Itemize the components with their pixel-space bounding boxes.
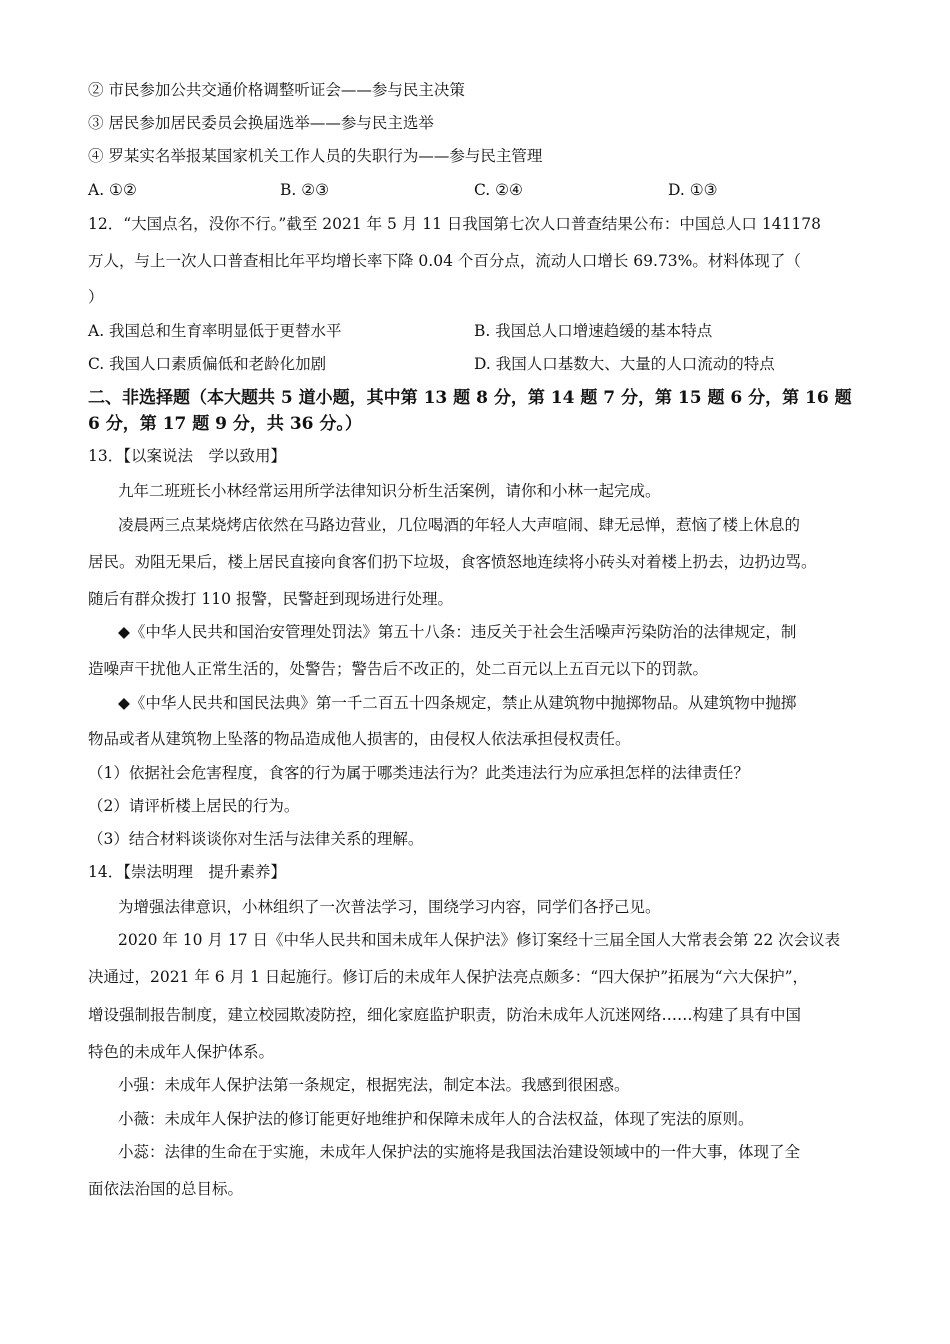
q11-item-3: ③ 居民参加居民委员会换届选举——参与民主选举 <box>88 114 434 132</box>
q13-case-line-2: 居民。劝阻无果后，楼上居民直接向食客们扔下垃圾，食客愤怒地连续将小砖头对着楼上扔去，边扔边骂。 <box>88 553 817 571</box>
q13-law-1-line-1: ◆《中华人民共和国治安管理处罚法》第五十八条：违反关于社会生活噪声污染防治的法律规定，制 <box>118 623 797 641</box>
q14-student-xiaoqiang: 小强：未成年人保护法第一条规定，根据宪法，制定本法。我感到很困惑。 <box>118 1076 630 1094</box>
q14-paragraph-line-3: 增设强制报告制度，建立校园欺凌防控，细化家庭监护职责，防治未成年人沉迷网络……构建了具有中国 <box>88 1006 802 1024</box>
q11-option-d: D. ①③ <box>668 181 718 199</box>
q11-item-4: ④ 罗某实名举报某国家机关工作人员的失职行为——参与民主管理 <box>88 147 543 165</box>
q14-paragraph-line-2: 决通过，2021 年 6 月 1 日起施行。修订后的未成年人保护法亮点颇多：“四大保护”拓展为“六大保护”， <box>88 968 809 986</box>
q14-heading: 14．【崇法明理 提升素养】 <box>88 863 286 881</box>
q12-option-c: C. 我国人口素质偏低和老龄化加剧 <box>88 355 327 373</box>
q12-line-1: 12．“大国点名，没你不行。”截至 2021 年 5 月 11 日我国第七次人口普查结果公布：中国总人口 141178 <box>88 215 822 233</box>
section-2-heading-cont: 6 分，第 17 题 9 分，共 36 分。） <box>88 414 362 434</box>
q13-sub-question-1: （1）依据社会危害程度，食客的行为属于哪类违法行为？此类违法行为应承担怎样的法律责任？ <box>88 764 749 782</box>
q13-case-line-3: 随后有群众拨打 110 报警，民警赶到现场进行处理。 <box>88 590 453 608</box>
q14-student-xiaowei: 小薇：未成年人保护法的修订能更好地维护和保障未成年人的合法权益，体现了宪法的原则。 <box>118 1110 754 1128</box>
q14-paragraph-line-4: 特色的未成年人保护体系。 <box>88 1043 275 1061</box>
q14-student-xiaorui-line-2: 面依法治国的总目标。 <box>88 1180 244 1198</box>
q13-law-2-line-1: ◆《中华人民共和国民法典》第一千二百五十四条规定，禁止从建筑物中抛掷物品。从建筑物中抛掷 <box>118 694 797 712</box>
q13-case-line-1: 凌晨两三点某烧烤店依然在马路边营业，几位喝酒的年轻人大声喧闹、肆无忌惮，惹恼了楼上休息的 <box>118 516 801 534</box>
q14-student-xiaorui-line-1: 小蕊：法律的生命在于实施，未成年人保护法的实施将是我国法治建设领域中的一件大事，体现了全 <box>118 1143 801 1161</box>
q12-line-2: 万人，与上一次人口普查相比年平均增长率下降 0.04 个百分点，流动人口增长 69.73%。材料体现了（ <box>88 252 801 270</box>
q12-line-3: ） <box>88 288 104 306</box>
q12-option-a: A. 我国总和生育率明显低于更替水平 <box>88 322 342 340</box>
q13-law-1-line-2: 造噪声干扰他人正常生活的，处警告；警告后不改正的，处二百元以上五百元以下的罚款。 <box>88 660 709 678</box>
q13-law-2-line-2: 物品或者从建筑物上坠落的物品造成他人损害的，由侵权人依法承担侵权责任。 <box>88 730 631 748</box>
q12-option-b: B. 我国总人口增速趋缓的基本特点 <box>474 322 713 340</box>
section-2-heading: 二、非选择题（本大题共 5 道小题，其中第 13 题 8 分，第 14 题 7 分，第 15 题 6 分，第 16 题 <box>88 388 852 408</box>
q13-intro: 九年二班班长小林经常运用所学法律知识分析生活案例，请你和小林一起完成。 <box>118 482 661 500</box>
q13-sub-question-2: （2）请评析楼上居民的行为。 <box>88 797 300 815</box>
q14-paragraph-line-1: 2020 年 10 月 17 日《中华人民共和国未成年人保护法》修订案经十三届全国人大常表会第 22 次会议表 <box>118 931 841 949</box>
q11-item-2: ② 市民参加公共交通价格调整听证会——参与民主决策 <box>88 81 465 99</box>
q13-sub-question-3: （3）结合材料谈谈你对生活与法律关系的理解。 <box>88 830 424 848</box>
q13-heading: 13．【以案说法 学以致用】 <box>88 447 286 465</box>
q14-intro: 为增强法律意识，小林组织了一次普法学习，围绕学习内容，同学们各抒己见。 <box>118 898 661 916</box>
q11-option-c: C. ②④ <box>474 181 523 199</box>
q12-option-d: D. 我国人口基数大、大量的人口流动的特点 <box>474 355 775 373</box>
q11-option-b: B. ②③ <box>280 181 330 199</box>
q11-option-a: A. ①② <box>88 181 137 199</box>
